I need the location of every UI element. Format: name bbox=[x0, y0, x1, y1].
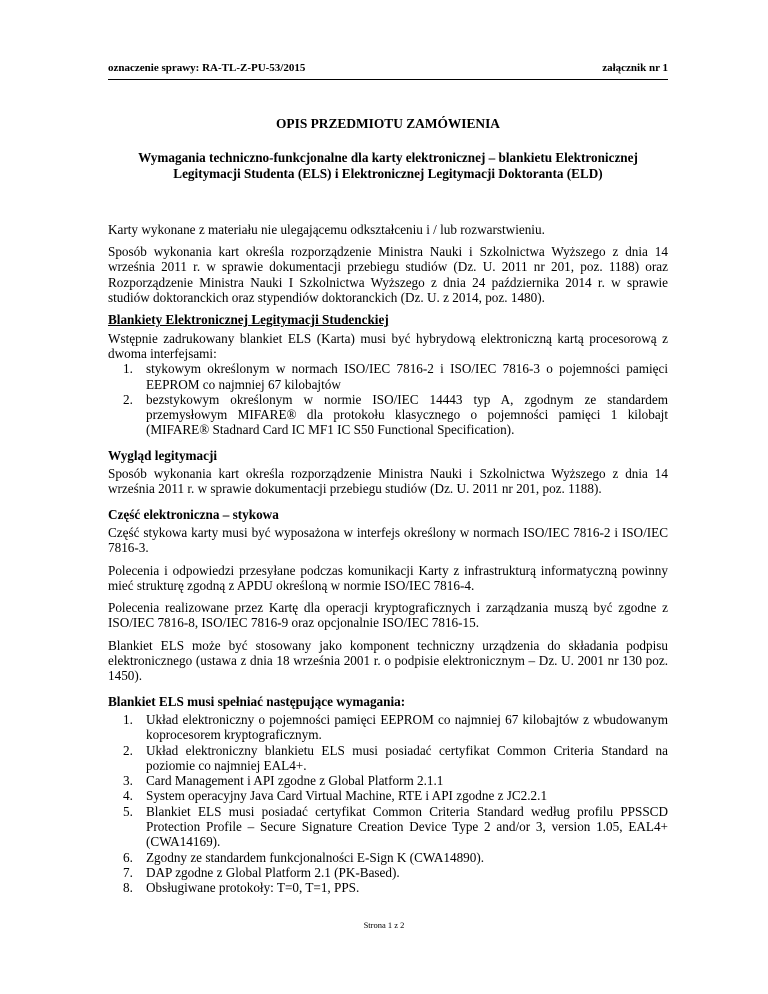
section-heading-appearance: Wygląd legitymacji bbox=[108, 447, 218, 463]
list-item: 3. Card Management i API zgodne z Global Platform 2.1.1 bbox=[123, 773, 444, 789]
list-item: 8. Obsługiwane protokoły: T=0, T=1, PPS. bbox=[123, 880, 360, 896]
section3-paragraph-3: Polecenia realizowane przez Kartę dla operacji kryptograficznych i zarządzania muszą być zgodne z ISO/IEC 7816-8, ISO/IEC 7816-9 oraz opcjonalnie ISO/IEC 7816-15. bbox=[108, 600, 668, 631]
section-heading-contact: Część elektroniczna – stykowa bbox=[108, 506, 279, 522]
section3-paragraph-4: Blankiet ELS może być stosowany jako komponent techniczny urządzenia do składania podpisu elektronicznego (ustawa z dnia 18 września 2001 r. o podpisie elektronicznym – Dz. U. 2001 nr 130 poz. 1450). bbox=[108, 637, 668, 684]
section2-text: Sposób wykonania kart określa rozporządzenie Ministra Nauki i Szkolnictwa Wyższego z dnia 14 września 2011 r. w sprawie dokumentacji przebiegu studiów (Dz. U. 2011 nr 201, poz. 1188). bbox=[108, 466, 668, 497]
list-item: 5. Blankiet ELS musi posiadać certyfikat Common Criteria Standard według profilu PPSSCD Protection Profile – Secure Signature Creation Device Type 2 and/or 3, version 1.05, EAL4+ (CWA14169). bbox=[123, 803, 668, 850]
list-item: 1. stykowym określonym w normach ISO/IEC 7816-2 i ISO/IEC 7816-3 o pojemności pamięci EEPROM co najmniej 67 kilobajtów bbox=[123, 361, 668, 392]
document-body bbox=[108, 116, 668, 895]
document-subtitle: Wymagania techniczno-funkcjonalne dla karty elektronicznej – blankietu Elektronicznej Legitymacji Studenta (ELS) i Elektronicznej Legitymacji Doktoranta (ELD) bbox=[138, 150, 638, 181]
list-item: 2. Układ elektroniczny blankietu ELS musi posiadać certyfikat Common Criteria Standard na poziomie co najmniej EAL4+. bbox=[123, 742, 668, 773]
case-number: oznaczenie sprawy: RA-TL-Z-PU-53/2015 bbox=[108, 62, 306, 74]
intro-paragraph-2: Sposób wykonania kart określa rozporządzenie Ministra Nauki i Szkolnictwa Wyższego z dnia 14 września 2011 r. w sprawie dokumentacji przebiegu studiów (Dz. U. 2011 nr 201, poz. 1188) oraz Rozporządzenie Ministra Nauki I Szkolnictwa Wyższego z dnia 24 października 2014 r. w sprawie studiów doktoranckich oraz stypendiów doktoranckich (Dz. U. z 2014, poz. 1480). bbox=[108, 244, 668, 306]
section3-paragraph-2: Polecenia i odpowiedzi przesyłane podczas komunikacji Karty z infrastrukturą informatyczną powinny mieć strukturę zgodną z APDU określoną w normie ISO/IEC 7816-4. bbox=[108, 562, 668, 593]
list-item: 4. System operacyjny Java Card Virtual Machine, RTE i API zgodne z JC2.2.1 bbox=[123, 788, 548, 804]
section-heading-requirements: Blankiet ELS musi spełniać następujące wymagania: bbox=[108, 693, 406, 709]
page-number: Strona 1 z 2 bbox=[363, 920, 405, 930]
section3-paragraph-1: Część stykowa karty musi być wyposażona w interfejs określony w normach ISO/IEC 7816-2 i ISO/IEC 7816-3. bbox=[108, 524, 668, 556]
list-item: 2. bezstykowym określonym w normie ISO/IEC 14443 typ A, zgodnym ze standardem przemysłowym MIFARE® dla protokołu klasycznego o pojemności pamięci 1 kilobajt (MIFARE® Stadnard Card IC MF1 IC S50 Functional Specification). bbox=[123, 391, 668, 438]
list-item: 6. Zgodny ze standardem funkcjonalności E-Sign K (CWA14890). bbox=[123, 849, 485, 865]
requirements-list bbox=[108, 712, 668, 896]
intro-paragraph-1: Karty wykonane z materiału nie ulegającemu odkształceniu i / lub rozwarstwieniu. bbox=[108, 221, 545, 237]
interface-list bbox=[108, 361, 668, 437]
header-divider bbox=[108, 79, 668, 80]
section-heading-els-blanks: Blankiety Elektronicznej Legitymacji Studenckiej bbox=[108, 312, 389, 328]
list-item: 1. Układ elektroniczny o pojemności pamięci EEPROM co najmniej 67 kilobajtów z wbudowanym koprocesorem kryptograficznym. bbox=[123, 711, 668, 743]
list-item: 7. DAP zgodne z Global Platform 2.1 (PK-Based). bbox=[123, 864, 400, 880]
attachment-label: załącznik nr 1 bbox=[602, 62, 668, 74]
section1-text: Wstępnie zadrukowany blankiet ELS (Karta) musi być hybrydową elektroniczną kartą procesorową z dwoma interfejsami: bbox=[108, 330, 668, 361]
document-title: OPIS PRZEDMIOTU ZAMÓWIENIA bbox=[276, 116, 500, 131]
